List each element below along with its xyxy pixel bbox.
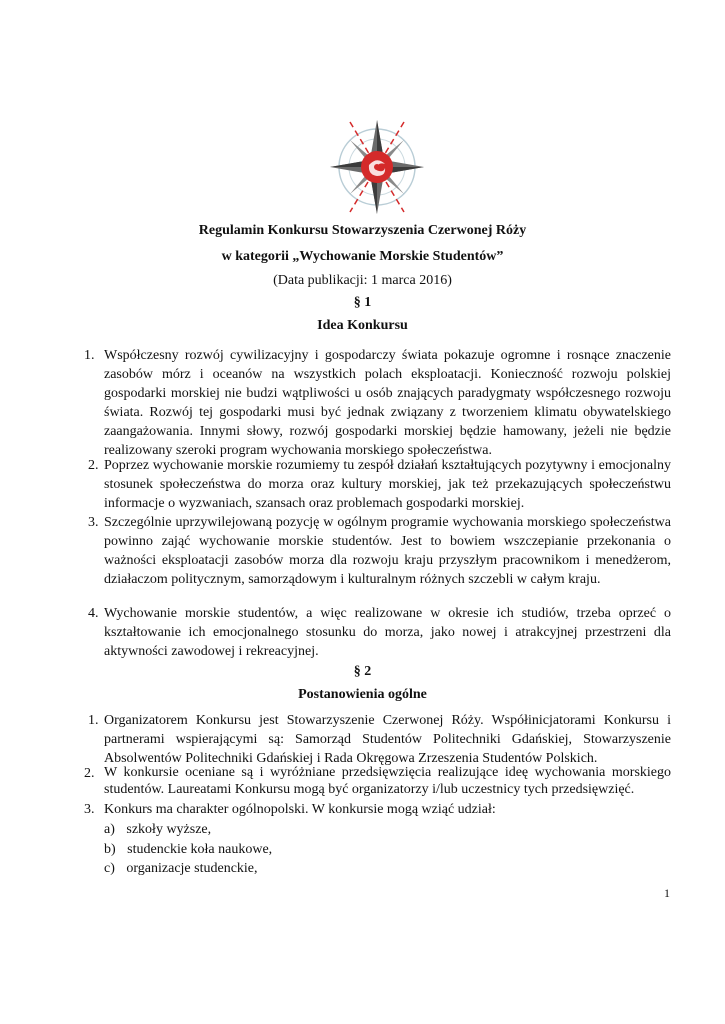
subitem-text: szkoły wyższe, [126,822,212,837]
section2-item2-number: 2. [84,766,95,781]
section2-item2-text: W konkursie oceniane są i wyróżniane przedsięwzięcia realizujące ideę wychowania morskiego studentów. Laureatami Konkursu mogą być organizatorzy i/lub uczestnicy tych przedsięwzięć. [104,765,671,797]
document-title-line2: w kategorii „Wychowanie Morskie Studentów” [221,249,504,264]
publication-date: (Data publikacji: 1 marca 2016) [273,273,452,288]
page-number: 1 [664,886,670,900]
section2-heading: Postanowienia ogólne [298,687,427,702]
section2-subitem-c [104,859,258,878]
subitem-letter: b) [104,842,116,857]
section1-item4-number: 4. [88,606,99,621]
section1-item1-text: Współczesny rozwój cywilizacyjny i gospodarczy świata pokazuje ogromne i rosnące znaczenie zasobów mórz i oceanów na wszystkich polach eksploatacji. Konieczność rozwoju polskiej gospodarki morskiej nie budzi wątpliwości u osób znających paradygmaty współczesnego rozwoju świata. Rozwój tej gospodarki musi być jednak związany z tworzeniem klimatu obywatelskiego zaangażowania. Innymi słowy, rozwój gospodarki morskiej będzie hamowany, jeżeli nie będzie realizowany szeroki program wychowania morskiego społeczeństwa. [104,348,671,458]
section1-number: § 1 [353,295,372,310]
subitem-text: studenckie koła naukowe, [127,842,273,857]
section2-subitem-a [104,820,211,839]
section1-item3-number: 3. [88,515,99,530]
document-title-line1: Regulamin Konkursu Stowarzyszenia Czerwonej Róży [198,223,527,238]
compass-rose-logo [328,118,426,216]
section2-item3-number: 3. [84,802,95,817]
section2-number: § 2 [353,664,372,679]
section2-item1-text: Organizatorem Konkursu jest Stowarzyszenie Czerwonej Róży. Współinicjatorami Konkursu i partnerami wspierającymi są: Samorząd Studentów Politechniki Gdańskiej, Stowarzyszenie Absolwentów Politechniki Gdańskiej i Rada Okręgowa Zrzeszenia Studentów Polskich. [104,713,671,766]
subitem-letter: c) [104,861,115,876]
section1-item3-text: Szczególnie uprzywilejowaną pozycję w ogólnym programie wychowania morskiego społeczeństwa powinno zająć wychowanie morskie studentów. Jest to bowiem wszczepianie przekonania o ważności eksploatacji zasobów morza dla rozwoju kraju przyszłym pracownikom i menedżerom, działaczom politycznym, samorządowym i kulturalnym różnych szczebli w całym kraju. [104,515,671,587]
section1-heading: Idea Konkursu [317,318,408,333]
subitem-text: organizacje studenckie, [126,861,258,876]
section1-item2-text: Poprzez wychowanie morskie rozumiemy tu zespół działań kształtujących pozytywny i emocjonalny stosunek społeczeństwa do morza oraz kultury morskiej, jak też przekazujących społeczeństwu informacje o wyzwaniach, szansach oraz problemach gospodarki morskiej. [104,458,671,511]
section1-item2-number: 2. [88,458,99,473]
section2-item1-number: 1. [88,713,99,728]
section2-item3-text: Konkurs ma charakter ogólnopolski. W konkursie mogą wziąć udział: [104,802,496,817]
section1-item1-number: 1. [84,348,95,363]
section2-subitem-b [104,840,272,859]
section1-item4-text: Wychowanie morskie studentów, a więc realizowane w okresie ich studiów, trzeba oprzeć o kształtowanie ich emocjonalnego stosunku do morza, jako nowej i atrakcyjnej przestrzeni dla aktywności zawodowej i rekreacyjnej. [104,606,671,659]
subitem-letter: a) [104,822,115,837]
